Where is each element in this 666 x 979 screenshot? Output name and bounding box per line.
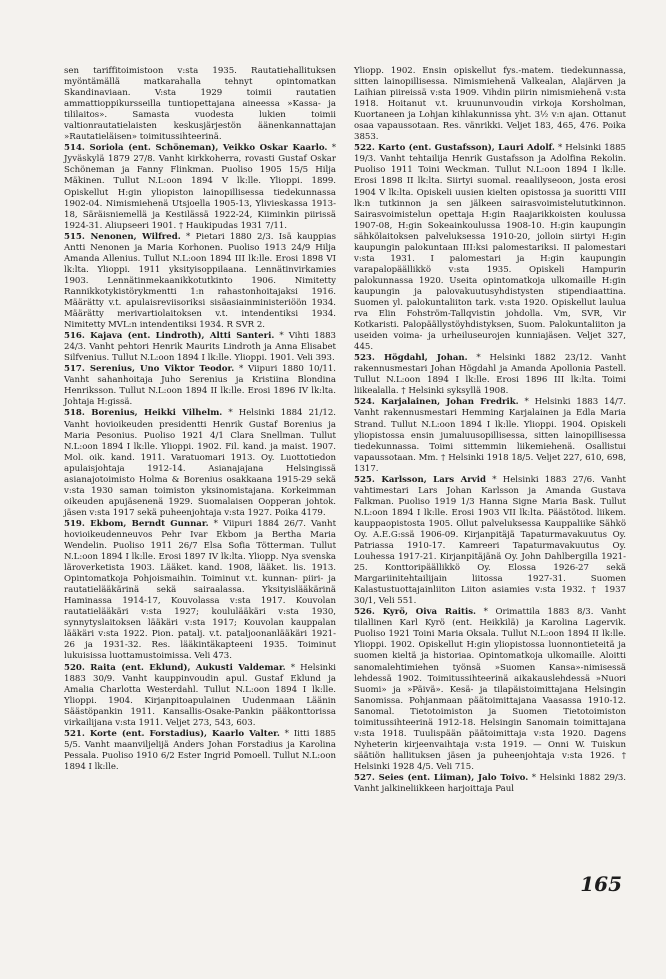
entry-heading: 518. Borenius, Heikki Vilhelm. — [64, 408, 223, 419]
entry-text: * Iitti 1885 5/5. Vanht maanviljelijä Anders Johan Forstadius ja Karolina Pessala. Puoliso 1910 6/2 Ester Ingrid Pomoell. Tullut N.L:oon 1894 I lk:lle. — [64, 728, 337, 772]
entry-heading: 523. Högdahl, Johan. — [354, 353, 468, 364]
biography-entry — [354, 475, 626, 608]
biography-entry — [64, 66, 336, 143]
biography-entry — [64, 729, 336, 773]
entry-heading: 520. Raita — [64, 662, 116, 673]
entry-heading: 527. Seies — [354, 773, 404, 783]
biography-entry — [354, 143, 626, 353]
entry-name: (ent. Eklund), Aukusti Valdemar. — [115, 662, 286, 673]
entry-heading: 515. Nenonen, Wilfred. — [64, 231, 181, 242]
entry-name: (ent. Forstadius), Kaarlo Valter. — [116, 728, 280, 739]
biography-entry — [354, 773, 626, 795]
biography-entry — [64, 663, 336, 729]
entry-text: * Helsinki 1885 19/3. Vanht tehtailija Henrik Gustafsson ja Adolfina Rekolin. Puoliso 1911 Toini Weckman. Tullut N.L:oon 1894 I lk:lle. Erosi 1898 II lk:lta. Siirtyi suomal. reaalilyseoon, josta erosi 1904 V lk:lta. Opiskeli uusien kielten opistossa ja suoritti VIII lk:n tutkinnon ja sen jälkeen sairasvoimistelututkinnon. Sairasvoimistelun opettaja H:gin Raajarikkoisten koulussa 1907-08, H:gin Sokeainkoulussa 1908-10. H:gin kaupungin sähkölaitoksen palveluksessa 1910-20, jolloin siirtyi H:gin kaupungin palokuntaan III:ksi palomestariksi. II palomestari v:sta 1931. I palomestari ja H:gin kaupungin varapalopäällikkö v:sta 1935. Opiskeli Hampurin palokunnassa 1920. Useita opintomatkoja ulkomaille H:gin kaupungin ja palovakuutusyhdistysten stipendiaattina. Suomen yl. palokuntaliiton tark. v:sta 1920. Opiskellut laulua rva Elin Fohström-Tallqvistin johdolla. Vm, SVR, Vir Kotkaristi. Palopäällystöyhdistyksen, Suom. Palokuntaliiton ja useiden voima- ja urheiluseurojen kunniajäsen. Veljet 327, 445. — [354, 143, 626, 353]
entry-heading: 525. Karlsson, Lars Arvid — [354, 474, 486, 485]
entry-text: * Pietari 1880 2/3. Isä kauppias Antti Nenonen ja Maria Korhonen. Puoliso 1913 24/9 Hilja Amanda Allenius. Tullut N.L:oon 1894 III lk:lle. Erosi 1898 VI lk:lta. Ylioppi. 1911 yksityisoppilaana. Lennätinvirkamies 1903. Lennätinmekaanikkotutkinto 1906. Nimitetty Rannikkotykistörykmentti 1:n rahastonhoitajaksi 1916. Määrätty v.t. apulaisreviisoriksi sisäasiainministeriöön 1934. Määrätty merivartiolaitoksen v.t. intendentiksi 1934. Nimitetty MVL:n intendentiksi 1934. R SVR 2. — [64, 231, 336, 331]
biography-entry — [354, 607, 626, 773]
entry-text: * Helsinki 1882 23/12. Vanht rakennusmestari Johan Högdahl ja Amanda Apollonia Pastell. Tullut N.L:oon 1894 I lk:lle. Erosi 1896 III lk:lta. Toimi liikealalla. † Helsinki syksyllä 1908. — [354, 353, 626, 397]
biography-entry — [354, 353, 626, 397]
biography-entry — [354, 397, 626, 474]
entry-text: * Viipuri 1880 10/11. Vanht sahanhoitaja Juho Serenius ja Kristiina Blondina Henriksson. Tullut N.L:oon 1894 II lk:lle. Erosi 1896 IV lk:lta. Johtaja H:gissä. — [64, 364, 336, 408]
entry-heading: 522. Karto — [354, 143, 406, 154]
entry-text: * Helsinki 1882 29/3. Vanht jalkineliikkeen harjoittaja Paul — [354, 773, 626, 795]
entry-text: Yliopp. 1902. Ensin opiskellut fys.-matem. tiedekunnassa, sitten lainopillisessa. Nimismiehenä Valkealan, Alajärven ja Laihian piireissä v:sta 1909. Vihdin piirin nimismiehenä v:sta 1918. Hoitanut v.t. kruununvoudin virkoja Korsholman, Kuortaneen ja Lohjan kihlakunnissa yht. 3½ v:n ajan. Ottanut osaa vapaussotaan. Res. vänrikki. Veljet 183, 465, 476. Poika 3853. — [354, 66, 626, 143]
entry-heading: 519. Ekbom, Berndt Gunnar. — [64, 518, 209, 529]
page-number: 165 — [580, 872, 622, 896]
entry-text: * Helsinki 1883 14/7. Vanht rakennusmestari Hemming Karjalainen ja Edla Maria Strand. Tullut N.L:oon 1894 I lk:lle. Ylioppi. 1904. Opiskeli yliopistossa ensin jumaluusopillisessa, sitten lainopillisessa tiedekunnassa. Toimi sittemmin liikemiehenä. Osallistui vapaussotaan. Mm. † Helsinki 1918 18/5. Veljet 227, 610, 698, 1317. — [354, 397, 626, 474]
biography-entry — [354, 66, 626, 143]
entry-text: * Helsinki 1883 27/6. Vanht vahtimestari Lars Johan Karlsson ja Amanda Gustava Falkman. Puoliso 1919 1/3 Hanna Signe Maria Bask. Tullut N.L:oon 1894 I lk:lle. Erosi 1903 VII lk:lta. Päästötod. liikem. kauppaopistosta 1905. Ollut palveluksessa Kauppaliike Sähkö Oy. A.E.G:ssä 1906-09. Kirjanpitäjä Tapaturmavakuutus Oy. Patriassa 1910-17. Kamreeri Tapaturmavakuutus Oy. Louhessa 1917-21. Kirjanpitäjänä Oy. John Dahlbergilla 1921-25. Konttoripäällikkö Oy. Elossa 1926-27 sekä Margariinitehtailijain liitossa 1927-31. Suomen Kalastustuottajainliiton Liiton asiamies v:sta 1932. † 1937 30/1, Veli 551. — [354, 474, 626, 607]
biography-entry — [64, 331, 336, 364]
entry-name: (ent. Lindroth), Altti Santeri. — [122, 331, 275, 342]
biography-entry — [64, 143, 336, 231]
entry-text: * Orimattila 1883 8/3. Vanht tilallinen Karl Kyrö (ent. Heikkilä) ja Karolina Lagervik. Puoliso 1921 Toini Maria Oksala. Tullut N.L:oon 1894 II lk:lle. Ylioppi. 1902. Opiskellut H:gin yliopistossa luonnontieteitä ja suomen kieltä ja historiaa. Opintomatkoja ulkomaille. Aloitti sanomalehtimiehen työnsä »Suomen Kansa»-nimisessä lehdessä 1902. Toimitussihteerinä aikakauslehdessä »Nuori Suomi» ja »Päivä». Kesä- ja tilapäistoimittajana Helsingin Sanomissa. Pohjanmaan päätoimittajana Vaasassa 1910-12. Sanomal. Tietotoimiston ja Suomen Tietotoimiston toimitussihteerinä 1912-18. Helsingin Sanomain toimittajana v:sta 1918. Tuulispään päätoimittaja v:sta 1920. Dagens Nyheterin kirjeenvaihtaja v:sta 1919. — Onni W. Tuiskun säätiön hallituksen jäsen ja puheenjohtaja v:sta 1926. † Helsinki 1928 4/5. Veli 715. — [354, 607, 626, 772]
right-column — [354, 66, 626, 795]
entry-heading: 521. Korte — [64, 728, 117, 739]
biography-entry — [64, 232, 336, 331]
entry-text: * Jyväskylä 1879 27/8. Vanht kirkkoherra, rovasti Gustaf Oskar Schöneman ja Fanny Flinkman. Puoliso 1905 15/5 Hilja Mäkinen. Tullut N.L:oon 1894 V lk:lle. Ylioppi. 1899. Opiskellut H:gin yliopiston lainopillisessa tiedekunnassa 1902-04. Nimismiehenä Utsjoella 1905-13, Ylivieskassa 1913-18, Säräisniemellä ja Kestilässä 1922-24, Kiiminkin piirissä 1924-31. Aliupseeri 1901. † Haukipudas 1931 7/11. — [64, 143, 336, 231]
left-column — [64, 66, 336, 795]
biography-entry — [64, 364, 336, 408]
biography-entry — [64, 408, 336, 518]
entry-name: (ent. Liiman), Jalo Toivo. — [403, 773, 529, 783]
biography-entry — [64, 519, 336, 663]
columns — [64, 66, 626, 795]
entry-text: * Vihti 1883 24/3. Vanht pehtori Henrik Maurits Lindroth ja Anna Elisabet Silfvenius. Tullut N.L:oon 1894 I lk:lle. Ylioppi. 1901. Veli 393. — [64, 331, 336, 364]
entry-heading: 516. Kajava — [64, 331, 123, 342]
entry-heading: 526. Kyrö, Oiva Raitis. — [354, 607, 476, 618]
entry-heading: 514. Soriola — [64, 143, 124, 154]
entry-heading: 517. Serenius, Uno Viktor Teodor. — [64, 364, 235, 375]
entry-text: * Helsinki 1884 21/12. Vanht hovioikeuden presidentti Henrik Gustaf Borenius ja Maria Pesonius. Puoliso 1921 4/1 Clara Snellman. Tullut N.L:oon 1894 I lk:lle. Ylioppi. 1902. Fil. kand. ja maist. 1907. Mol. oik. kand. 1911. Varatuomari 1913. Oy. Luottotiedon apulaisjohtaja 1912-14. Asianajajana Helsingissä asianajotoimisto Holma & Borenius osakkaana 1915-29 sekä v:sta 1930 saman toimiston yksinomistajana. Korkeimman oikeuden apujäsenenä 1929. Suomalaisen Oopperan johtok. jäsen v:sta 1917 sekä puheenjohtaja v:sta 1927. Poika 4179. — [64, 408, 336, 518]
entry-text: sen tariffitoimistoon v:sta 1935. Rautatiehallituksen myöntämällä matkarahalla tehnyt opintomatkan Skandinaviaan. V:sta 1929 toimii rautatien ammattioppikursseilla tuntiopettajana aineessa »Kassa- ja tililaitos». Samasta vuodesta lukien toimii valtionrautatielaisten keskusjärjestön äänenkannattajan »Rautatieläisen» toimitussihteerinä. — [64, 66, 336, 143]
entry-name: (ent. Schöneman), Veikko Oskar Kaarlo. — [123, 143, 328, 154]
entry-heading: 524. Karjalainen, Johan Fredrik. — [354, 397, 519, 408]
entry-name: (ent. Gustafsson), Lauri Adolf. — [405, 143, 555, 154]
entry-text: * Helsinki 1883 30/9. Vanht kauppinvoudin apul. Gustaf Eklund ja Amalia Charlotta Westerdahl. Tullut N.L:oon 1894 I lk:lle. Ylioppi. 1904. Kirjanpitoapulainen Uudenmaan Läänin Säästöpankin 1911. Kansallis-Osake-Pankin pääkonttorissa virkailijana v:sta 1911. Veljet 273, 543, 603. — [64, 662, 336, 728]
entry-text: * Viipuri 1884 26/7. Vanht hovioikeudenneuvos Pehr Ivar Ekbom ja Bertha Maria Wendelin. Puoliso 1911 26/7 Elsa Sofia Tötterman. Tullut N.L:oon 1894 I lk:lle. Erosi 1897 IV lk:lta. Yliopp. Nya svenska läroverketista 1903. Lääket. kand. 1908, lääket. lis. 1913. Opintomatkoja Pohjoismaihin. Toiminut v.t. kunnan- piiri- ja rautatielääkärinä sekä sairaalassa. Yksityislääkärinä Haminassa 1914-17, Kouvolassa v:sta 1917. Kouvolan rautatielääkäri v:sta 1927; koululääkäri v:sta 1930, synnytyslaitoksen lääkäri v:sta 1917; Kouvolan kauppalan lääkäri v:sta 1922. Pion. patalj. v.t. pataljoonanlääkäri 1921-26 ja 1931-32. Res. lääkintäkapteeni 1935. Toiminut lukuisissa luottamustoimissa. Veli 473. — [64, 518, 336, 662]
